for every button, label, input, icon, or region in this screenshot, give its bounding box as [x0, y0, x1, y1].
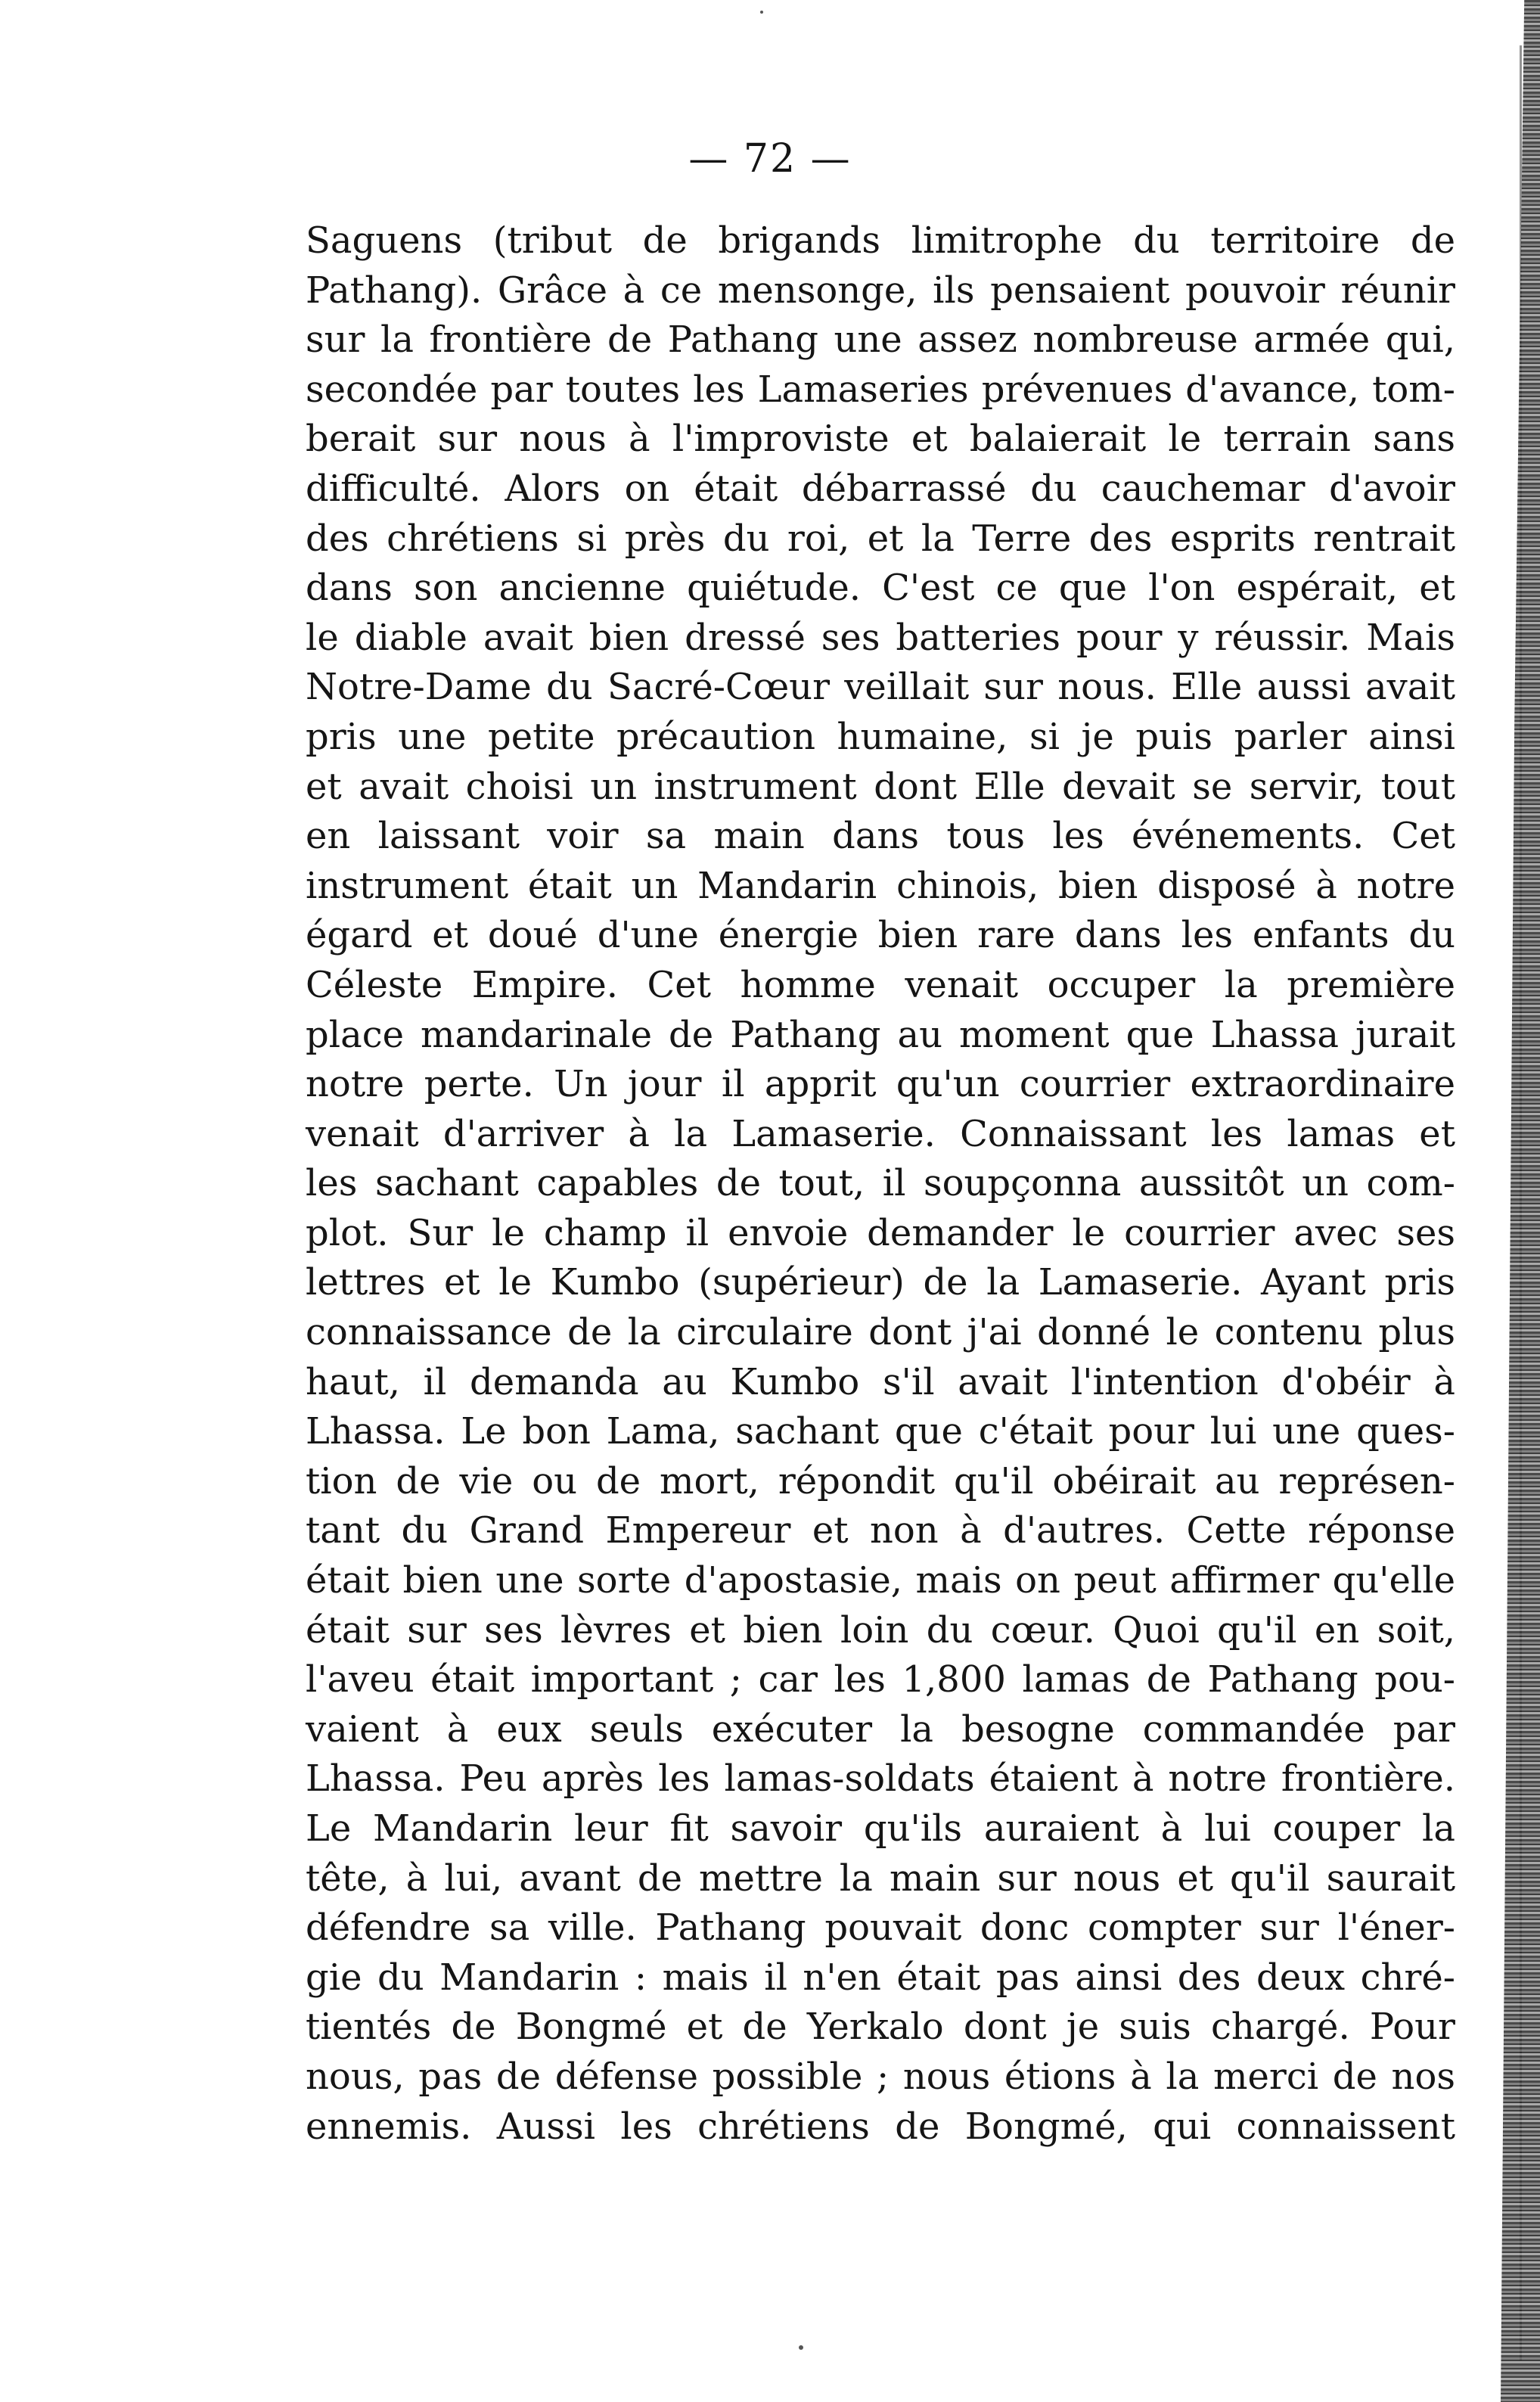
text-line: Notre-Dame du Sacré-Cœur veillait sur nous. Elle aussi avait: [306, 666, 1455, 709]
text-line: haut, il demanda au Kumbo s'il avait l'intention d'obéir à: [306, 1360, 1455, 1403]
text-line: connaissance de la circulaire dont j'ai donné le contenu plus: [306, 1311, 1455, 1354]
text-line: tête, à lui, avant de mettre la main sur nous et qu'il saurait: [306, 1857, 1455, 1900]
text-line: sur la frontière de Pathang une assez nombreuse armée qui,: [306, 319, 1455, 362]
text-line: Saguens (tribut de brigands limitrophe du territoire de: [306, 219, 1455, 262]
text-line: Lhassa. Peu après les lamas-soldats étaient à notre frontière.: [306, 1757, 1455, 1801]
scan-speck: [760, 11, 763, 14]
text-line: en laissant voir sa main dans tous les événements. Cet: [306, 815, 1455, 858]
text-line: vaient à eux seuls exécuter la besogne commandée par: [306, 1708, 1455, 1751]
text-line: défendre sa ville. Pathang pouvait donc compter sur l'éner-: [306, 1906, 1455, 1950]
body-text: [306, 216, 1455, 2152]
text-line: Lhassa. Le bon Lama, sachant que c'était pour lui une ques-: [306, 1410, 1455, 1453]
text-line: le diable avait bien dressé ses batteries pour y réussir. Mais: [306, 616, 1455, 659]
text-line: difficulté. Alors on était débarrassé du cauchemar d'avoir: [306, 467, 1455, 510]
text-line: tant du Grand Empereur et non à d'autres. Cette réponse: [306, 1509, 1455, 1552]
text-line: égard et doué d'une énergie bien rare dans les enfants du: [306, 914, 1455, 957]
text-line: était bien une sorte d'apostasie, mais on peut affirmer qu'elle: [306, 1559, 1455, 1602]
scan-speck: [799, 2345, 803, 2350]
text-line: l'aveu était important ; car les 1,800 lamas de Pathang pou-: [306, 1658, 1455, 1701]
text-line: Pathang). Grâce à ce mensonge, ils pensaient pouvoir réunir: [306, 269, 1455, 312]
text-line: plot. Sur le champ il envoie demander le courrier avec ses: [306, 1211, 1455, 1254]
scan-edge-artifact: [1501, 0, 1540, 2402]
text-line: était sur ses lèvres et bien loin du cœur. Quoi qu'il en soit,: [306, 1608, 1455, 1652]
text-line: lettres et le Kumbo (supérieur) de la Lamaserie. Ayant pris: [306, 1261, 1455, 1304]
text-line: des chrétiens si près du roi, et la Terre des esprits rentrait: [306, 517, 1455, 560]
text-line: notre perte. Un jour il apprit qu'un courrier extraordinaire: [306, 1063, 1455, 1106]
text-line: pris une petite précaution humaine, si je puis parler ainsi: [306, 715, 1455, 758]
text-line: secondée par toutes les Lamaseries prévenues d'avance, tom-: [306, 368, 1455, 411]
text-line: berait sur nous à l'improviste et balaierait le terrain sans: [306, 418, 1455, 461]
text-line: gie du Mandarin : mais il n'en était pas ainsi des deux chré-: [306, 1956, 1455, 1999]
text-line: tion de vie ou de mort, répondit qu'il obéirait au représen-: [306, 1459, 1455, 1502]
text-line: et avait choisi un instrument dont Elle devait se servir, tout: [306, 765, 1455, 808]
text-line: dans son ancienne quiétude. C'est ce que l'on espérait, et: [306, 567, 1455, 610]
text-line: venait d'arriver à la Lamaserie. Connaissant les lamas et: [306, 1112, 1455, 1155]
text-line: ennemis. Aussi les chrétiens de Bongmé, qui connaissent: [306, 2105, 1455, 2148]
page-number: — 72 —: [688, 136, 852, 182]
text-line: Le Mandarin leur fit savoir qu'ils auraient à lui couper la: [306, 1807, 1455, 1850]
text-line: Céleste Empire. Cet homme venait occuper la première: [306, 963, 1455, 1006]
text-line: instrument était un Mandarin chinois, bien disposé à notre: [306, 864, 1455, 907]
text-line: nous, pas de défense possible ; nous étions à la merci de nos: [306, 2055, 1455, 2098]
text-line: place mandarinale de Pathang au moment que Lhassa jurait: [306, 1013, 1455, 1056]
text-line: tientés de Bongmé et de Yerkalo dont je suis chargé. Pour: [306, 2006, 1455, 2049]
text-line: les sachant capables de tout, il soupçonna aussitôt un com-: [306, 1162, 1455, 1205]
